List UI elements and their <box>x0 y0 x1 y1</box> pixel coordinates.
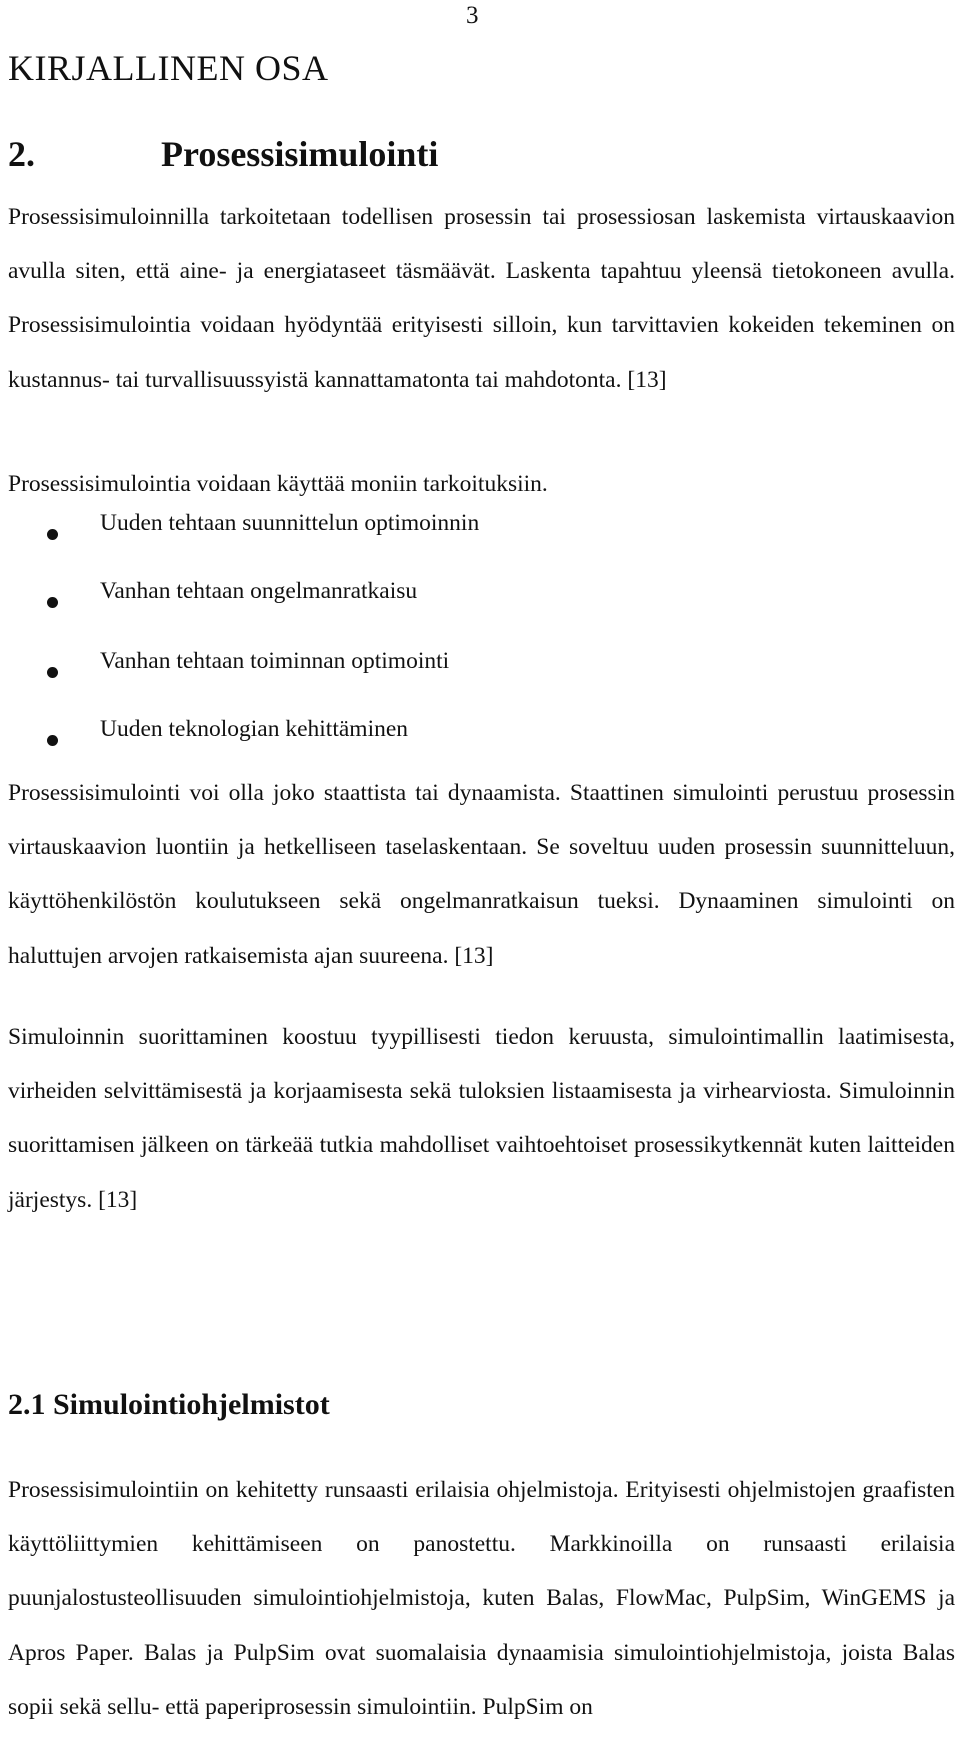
page-number: 3 <box>466 2 479 29</box>
bullet-dot <box>47 597 58 608</box>
bullet-text: Vanhan tehtaan toiminnan optimointi <box>100 648 450 674</box>
paragraph-intro: Prosessisimuloinnilla tarkoitetaan todellisen prosessin tai prosessiosan laskemista virtauskaavion avulla siten, että aine- ja energiataseet täsmäävät. Laskenta tapahtuu yleensä tietokoneen avulla. Prosessisimulointia voidaan hyödyntää erityisesti silloin, kun tarvittavien kokeiden tekeminen on kustannus- tai turvallisuussyistä kannattamatonta tai mahdotonta. [13] <box>8 204 955 393</box>
chapter-heading-text: Prosessisimulointi <box>161 134 439 174</box>
chapter-number: 2. <box>8 134 35 174</box>
part-title: KIRJALLINEN OSA <box>8 48 329 88</box>
bullet-text: Uuden teknologian kehittäminen <box>100 716 409 742</box>
bullet-dot <box>47 735 58 746</box>
bullet-text: Uuden tehtaan suunnittelun optimoinnin <box>100 510 480 536</box>
paragraph-simulation-steps: Simuloinnin suorittaminen koostuu tyypillisesti tiedon keruusta, simulointimallin laatimisesta, virheiden selvittämisestä ja korjaamisesta sekä tuloksien listaamisesta ja virhearviosta. Simuloinnin suorittamisen jälkeen on tärkeää tutkia mahdolliset vaihtoehtoiset prosessikytkennät kuten laitteiden järjestys. [13] <box>8 1024 955 1213</box>
bullet-dot <box>47 529 58 540</box>
paragraph-software: Prosessisimulointiin on kehitetty runsaasti erilaisia ohjelmistoja. Erityisesti ohjelmistojen graafisten käyttöliittymien kehittämiseen on panostettu. Markkinoilla on runsaasti erilaisia puunjalostusteollisuuden simulointiohjelmistoja, kuten Balas, FlowMac, PulpSim, WinGEMS ja Apros Paper. Balas ja PulpSim ovat suomalaisia dynaamisia simulointiohjelmistoja, joista Balas sopii sekä sellu- että paperiprosessin simulointiin. PulpSim on <box>8 1477 955 1720</box>
bullet-dot <box>47 667 58 678</box>
chapter-title <box>8 133 438 175</box>
paragraph-uses-intro: Prosessisimulointia voidaan käyttää moniin tarkoituksiin. <box>8 471 548 497</box>
paragraph-static-dynamic: Prosessisimulointi voi olla joko staattista tai dynaamista. Staattinen simulointi perustuu prosessin virtauskaavion luontiin ja hetkelliseen taselaskentaan. Se soveltuu uuden prosessin suunnitteluun, käyttöhenkilöstön koulutukseen sekä ongelmanratkaisun tueksi. Dynaaminen simulointi on haluttujen arvojen ratkaisemista ajan suureena. [13] <box>8 780 955 969</box>
bullet-text: Vanhan tehtaan ongelmanratkaisu <box>100 578 418 604</box>
section-title: 2.1 Simulointiohjelmistot <box>8 1388 330 1421</box>
